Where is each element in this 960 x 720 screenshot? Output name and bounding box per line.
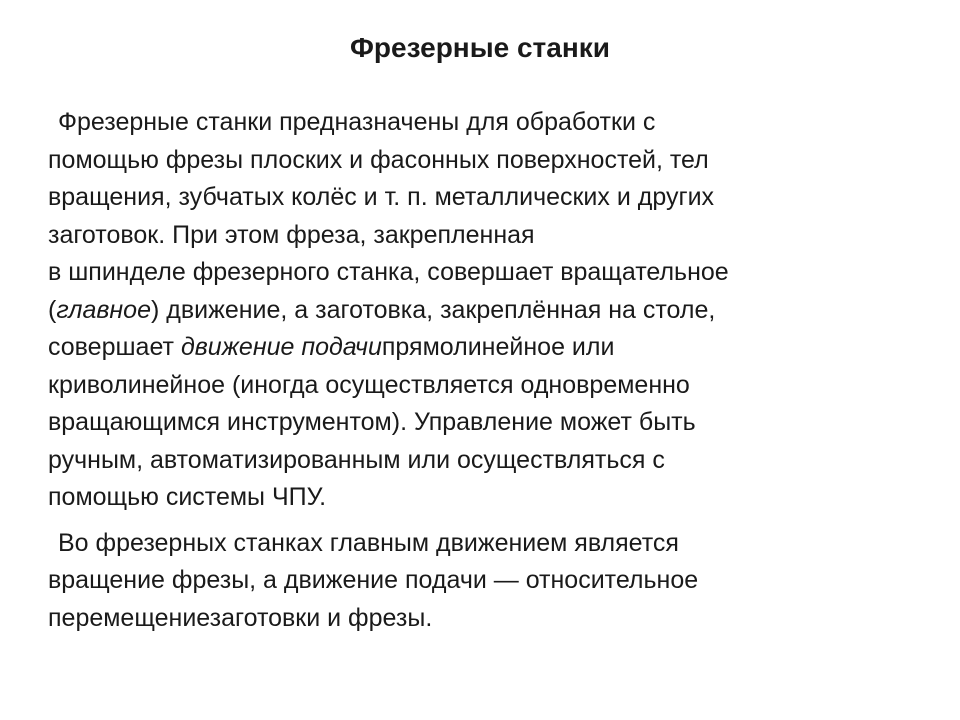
paragraph-1-line-9: вращающимся инструментом). Управление может быть: [48, 408, 696, 436]
paragraph-2-line-3: перемещениезаготовки и фрезы.: [48, 603, 433, 632]
paragraph-1-line-7: [48, 329, 928, 367]
paragraph-2: [48, 525, 928, 638]
line-7-start: совершает: [48, 333, 181, 361]
paragraph-2-line-1: Во фрезерных станках главным движением является: [58, 528, 679, 557]
paren-open: (: [48, 295, 57, 324]
paragraph-1-line-11: помощью системы ЧПУ.: [48, 483, 327, 511]
paragraph-1-line-5: в шпинделе фрезерного станка, совершает вращательное: [48, 258, 729, 286]
paragraph-1-line-10: ручным, автоматизированным или осуществляться с: [48, 445, 665, 474]
paragraph-2-line-2: вращение фрезы, а движение подачи — относительное: [48, 566, 699, 594]
line-7-rest: прямолинейное или: [381, 333, 615, 361]
paragraph-1-line-6: [48, 292, 928, 330]
slide-title: Фрезерные станки: [350, 32, 610, 63]
slide-body: [48, 104, 928, 637]
paragraph-1-line-4: заготовок. При этом фреза, закрепленная: [48, 220, 535, 249]
paragraph-1: [48, 104, 928, 517]
line-6-rest: ) движение, а заготовка, закреплённая на столе,: [151, 295, 716, 324]
paragraph-1-line-3: вращения, зубчатых колёс и т. п. металлических и других: [48, 183, 715, 211]
paragraph-1-line-1: Фрезерные станки предназначены для обработки с: [58, 108, 656, 136]
paragraph-1-line-2: помощью фрезы плоских и фасонных поверхностей, тел: [48, 145, 709, 174]
paragraph-1-line-8: криволинейное (иногда осуществляется одновременно: [48, 370, 690, 399]
italic-term-main-motion: главное: [56, 295, 151, 324]
italic-term-feed-motion: движение подачи: [180, 333, 382, 361]
